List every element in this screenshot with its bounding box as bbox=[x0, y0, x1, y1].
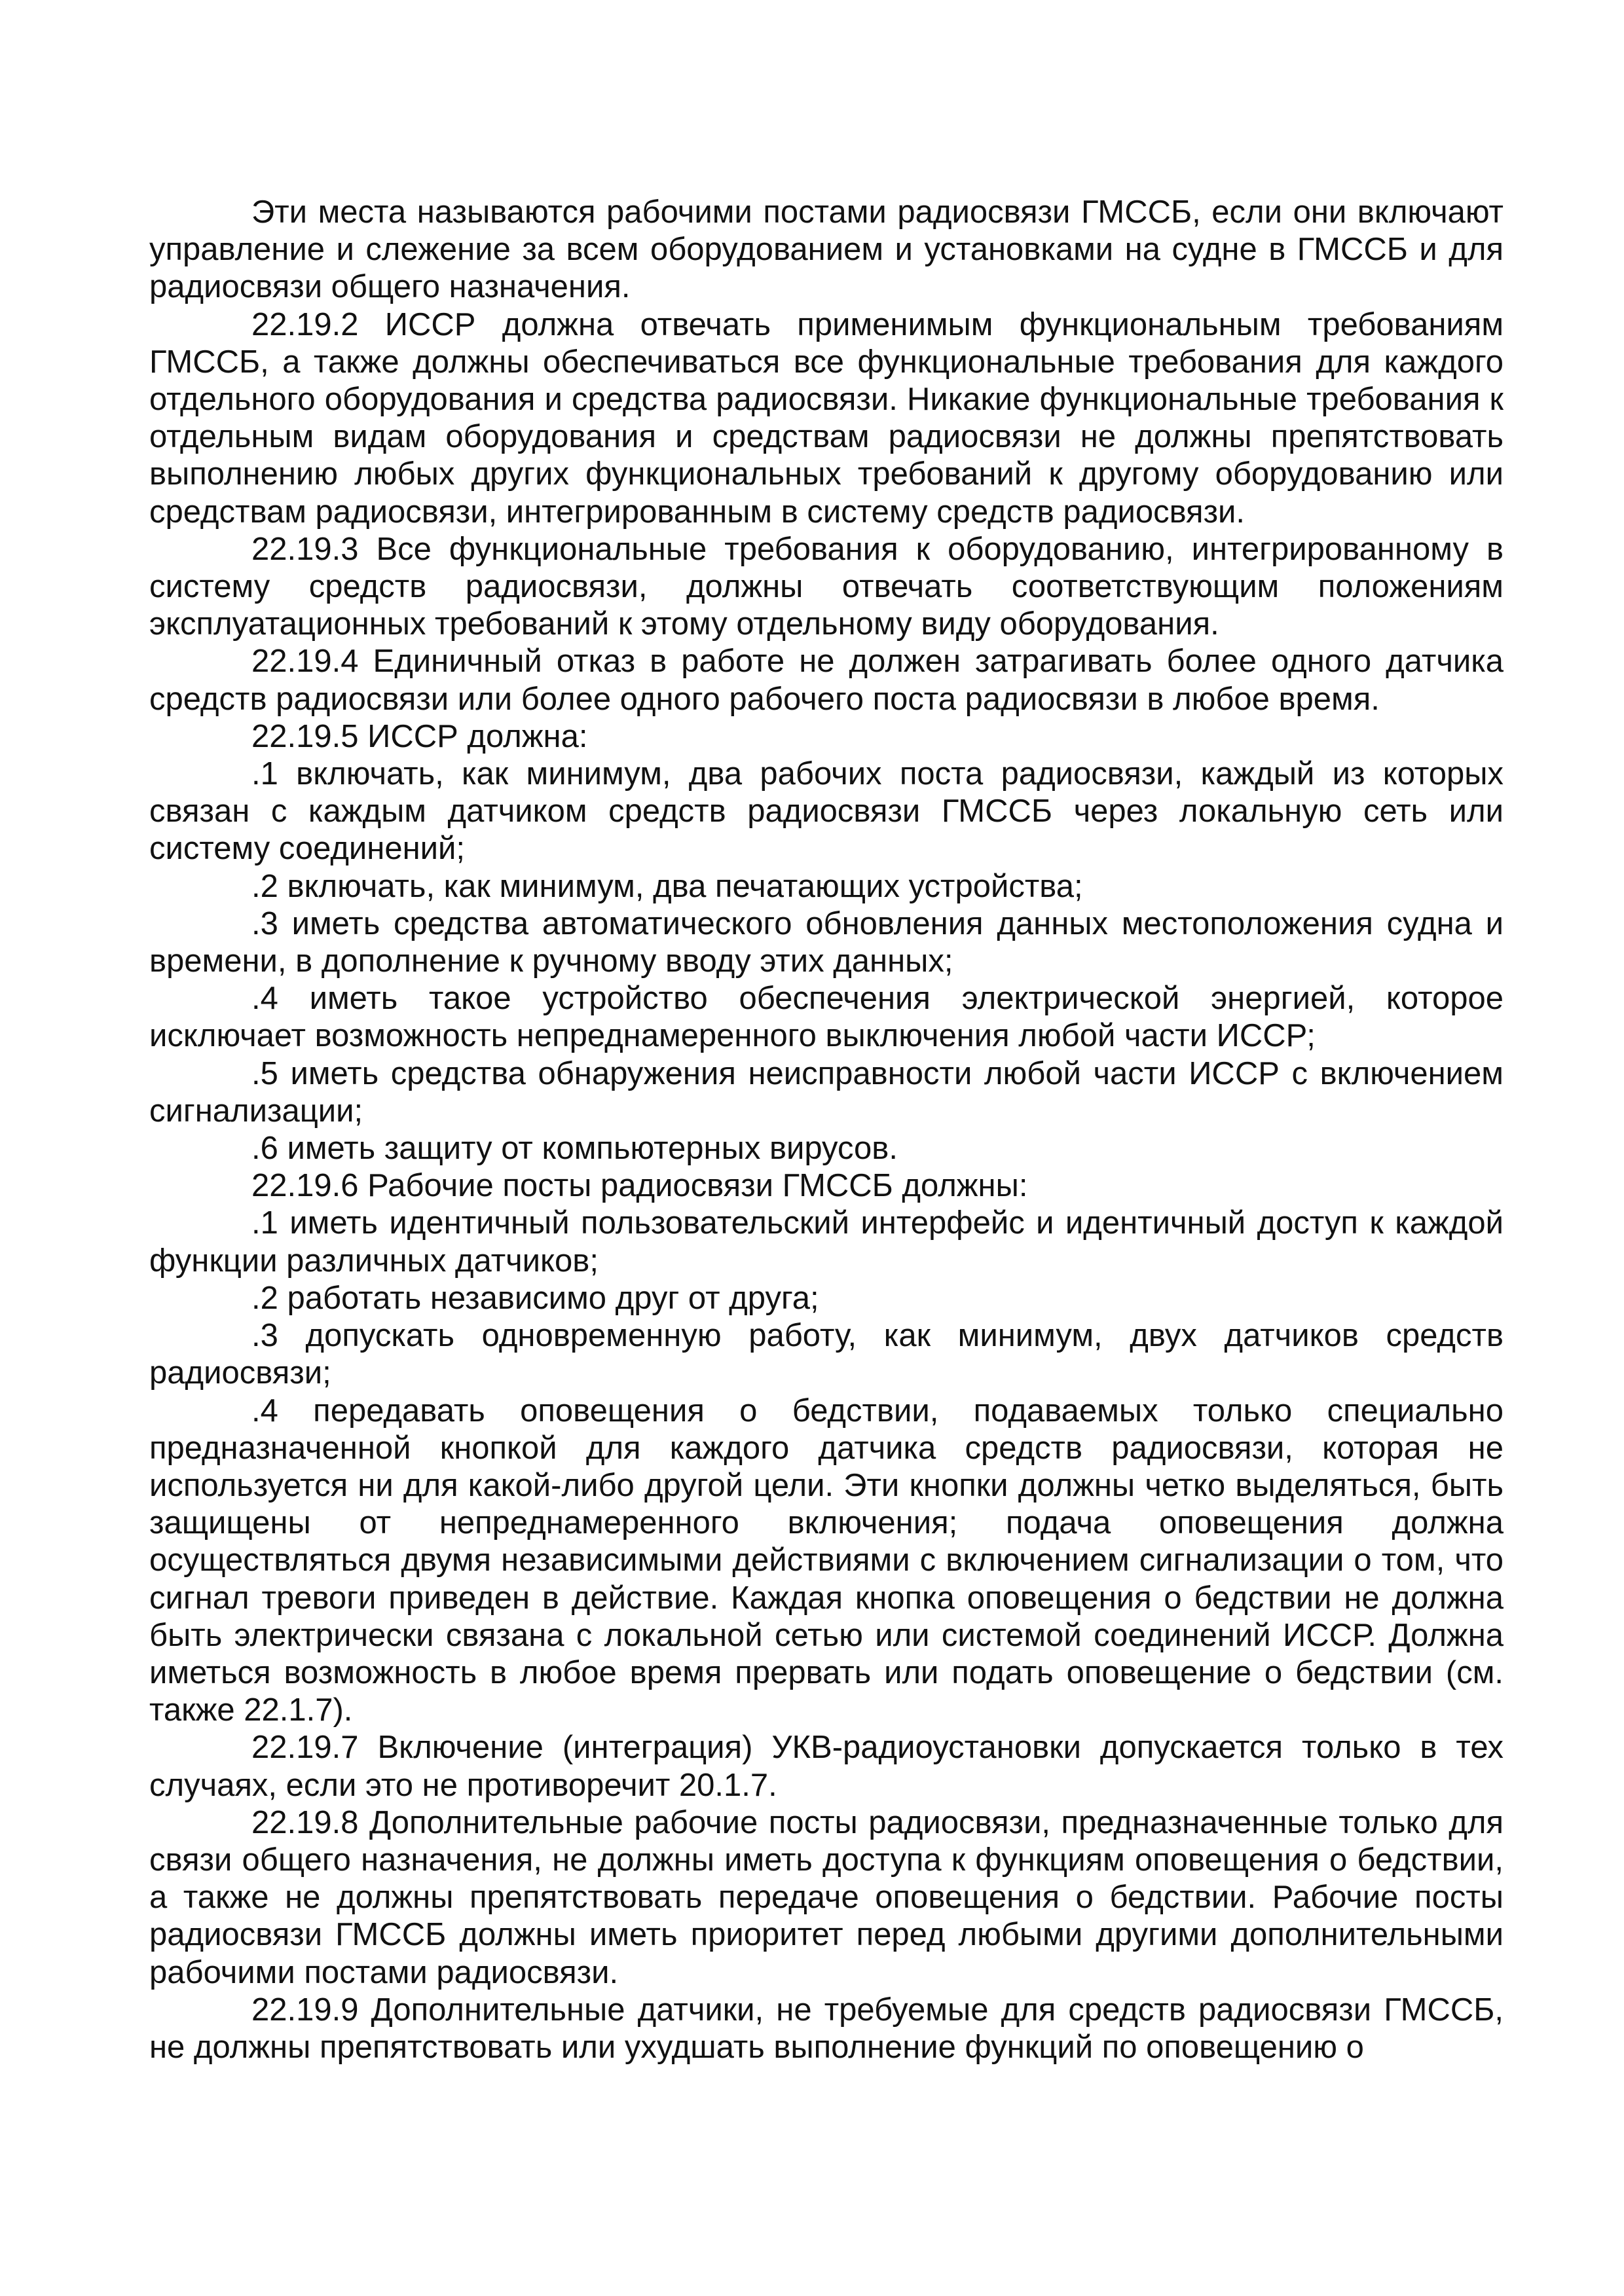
paragraph-22-19-3: 22.19.3 Все функциональные требования к оборудованию, интегрированному в систему средств радиосвязи, должны отвечать соответствующим положениям эксплуатационных требований к этому отдельному виду оборудования. bbox=[149, 531, 1504, 642]
list-item-22-19-6-4: .4 передавать оповещения о бедствии, подаваемых только специально предназначенной кнопкой для каждого датчика средств радиосвязи, которая не используется ни для какой-либо другой цели. Эти кнопки должны четко выделяться, быть защищены от непреднамеренного включения; подача оповещения должна осуществляться двумя независимыми действиями с включением сигнализации о том, что сигнал тревоги приведен в действие. Каждая кнопка оповещения о бедствии не должна быть электрически связана с локальной сетью или системой соединений ИССР. Должна иметься возможность в любое время прервать или подать оповещение о бедствии (см. также 22.1.7). bbox=[149, 1393, 1504, 1728]
list-item-22-19-6-3: .3 допускать одновременную работу, как минимум, двух датчиков средств радиосвязи; bbox=[149, 1318, 1504, 1391]
paragraph-22-19-4: 22.19.4 Единичный отказ в работе не должен затрагивать более одного датчика средств радиосвязи или более одного рабочего поста радиосвязи в любое время. bbox=[149, 644, 1504, 717]
list-item-22-19-5-4: .4 иметь такое устройство обеспечения электрической энергией, которое исключает возможность непреднамеренного выключения любой части ИССР; bbox=[149, 981, 1504, 1054]
paragraph-intro: Эти места называются рабочими постами радиосвязи ГМССБ, если они включают управление и слежение за всем оборудованием и установками на судне в ГМССБ и для радиосвязи общего назначения. bbox=[149, 194, 1504, 305]
list-item-22-19-6-2: .2 работать независимо друг от друга; bbox=[251, 1280, 819, 1316]
paragraph-22-19-9: 22.19.9 Дополнительные датчики, не требуемые для средств радиосвязи ГМССБ, не должны препятствовать или ухудшать выполнение функций по оповещению о bbox=[149, 1992, 1504, 2065]
list-item-22-19-5-6: .6 иметь защиту от компьютерных вирусов. bbox=[251, 1131, 898, 1167]
paragraph-22-19-5: 22.19.5 ИССР должна: bbox=[251, 718, 588, 754]
paragraph-22-19-6: 22.19.6 Рабочие посты радиосвязи ГМССБ должны: bbox=[251, 1168, 1028, 1204]
paragraph-22-19-2: 22.19.2 ИССР должна отвечать применимым функциональным требованиям ГМССБ, а также должны обеспечиваться все функциональные требования для каждого отдельного оборудования и средства радиосвязи. Никакие функциональные требования к отдельным видам оборудования и средствам радиосвязи не должны препятствовать выполнению любых других функциональных требований к другому оборудованию или средствам радиосвязи, интегрированным в систему средств радиосвязи. bbox=[149, 306, 1504, 530]
list-item-22-19-5-2: .2 включать, как минимум, два печатающих устройства; bbox=[251, 868, 1083, 904]
paragraph-22-19-7: 22.19.7 Включение (интеграция) УКВ-радиоустановки допускается только в тех случаях, если это не противоречит 20.1.7. bbox=[149, 1730, 1504, 1803]
paragraph-22-19-8: 22.19.8 Дополнительные рабочие посты радиосвязи, предназначенные только для связи общего назначения, не должны иметь доступа к функциям оповещения о бедствии, а также не должны препятствовать передаче оповещения о бедствии. Рабочие посты радиосвязи ГМССБ должны иметь приоритет перед любыми другими дополнительными рабочими постами радиосвязи. bbox=[149, 1804, 1504, 1990]
list-item-22-19-5-3: .3 иметь средства автоматического обновления данных местоположения судна и времени, в дополнение к ручному вводу этих данных; bbox=[149, 905, 1504, 979]
list-item-22-19-6-1: .1 иметь идентичный пользовательский интерфейс и идентичный доступ к каждой функции различных датчиков; bbox=[149, 1205, 1504, 1279]
list-item-22-19-5-1: .1 включать, как минимум, два рабочих поста радиосвязи, каждый из которых связан с каждым датчиком средств радиосвязи ГМССБ через локальную сеть или систему соединений; bbox=[149, 756, 1504, 867]
list-item-22-19-5-5: .5 иметь средства обнаружения неисправности любой части ИССР с включением сигнализации; bbox=[149, 1055, 1504, 1129]
document-page bbox=[149, 194, 1504, 2066]
